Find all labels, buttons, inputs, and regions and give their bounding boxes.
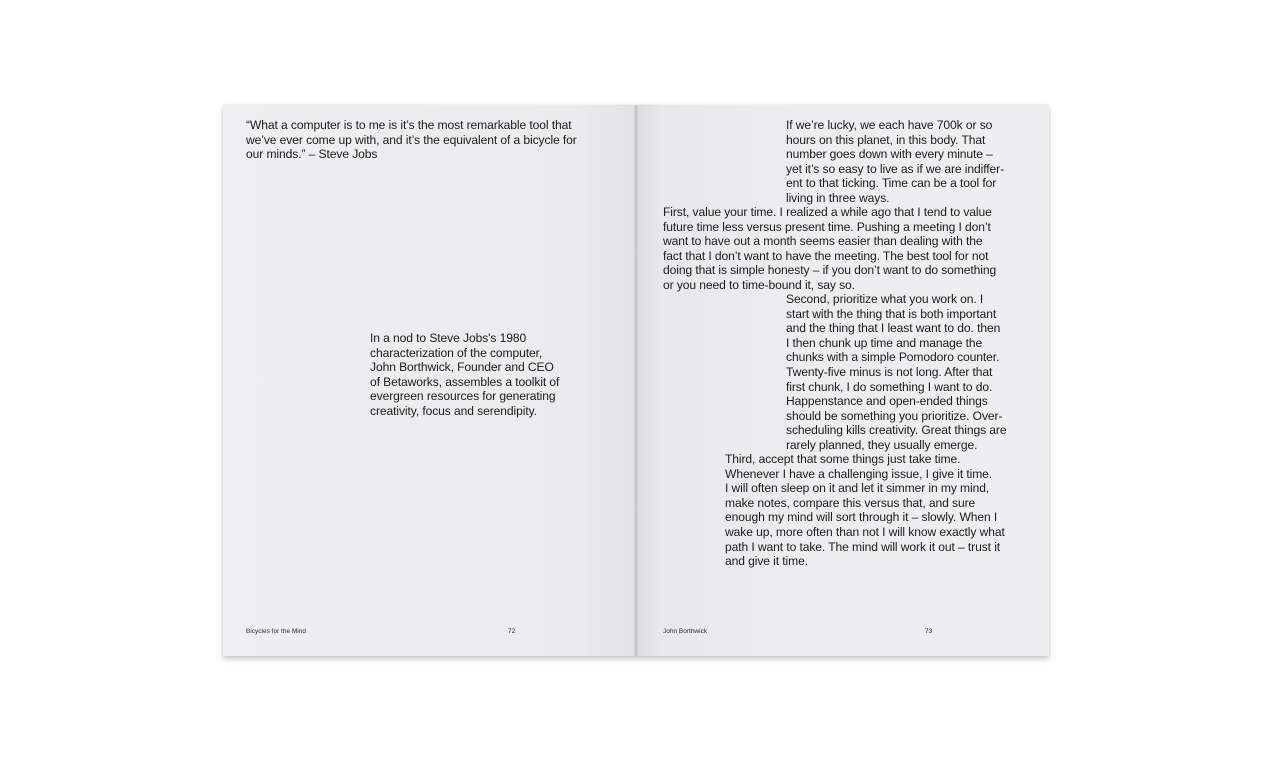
- right-page: [636, 105, 1049, 656]
- book-spread: [223, 105, 1049, 656]
- article-intro: In a nod to Steve Jobs's 1980 characterization of the computer, John Borthwick, Founder and CEO of Betaworks, assembles a toolkit of evergreen resources for generating creativity, focus and serendipity.: [370, 331, 560, 418]
- page-number-right: 73: [925, 628, 933, 635]
- body-paragraph-3: Second, prioritize what you work on. I start with the thing that is both important and the thing that I least want to do. then I then chunk up time and manage the chunks with a simple Pomodoro counter. Twenty-five minus is not long. After that first chunk, I do something I want to do. Happenstance and open-ended things should be something you prioritize. Over- scheduling kills creativity. Great things are rarely planned, they usually emerge.: [786, 292, 1007, 452]
- steve-jobs-quote: “What a computer is to me is it’s the most remarkable tool that we’ve ever come up with, and it’s the equivalent of a bicycle for our minds.” – Steve Jobs: [246, 118, 577, 162]
- running-footer-title: Bicycles for the Mind: [246, 628, 306, 635]
- running-footer-author: John Borthwick: [663, 628, 708, 635]
- body-paragraph-1: If we’re lucky, we each have 700k or so hours on this planet, in this body. That number goes down with every minute – yet it’s so easy to live as if we are indiffer- ent to that ticking. Time can be a tool for living in three ways.: [786, 118, 1005, 205]
- book-gutter: [634, 105, 638, 656]
- page-number-left: 72: [508, 628, 516, 635]
- body-paragraph-2: First, value your time. I realized a while ago that I tend to value future time less versus present time. Pushing a meeting I don’t want to have out a month seems easier than dealing with the fact that I don’t want to have the meeting. The best tool for not doing that is simple honesty – if you don’t want to do something or you need to time-bound it, say so.: [663, 205, 997, 292]
- body-paragraph-4: Third, accept that some things just take time. Whenever I have a challenging issue, I give it time. I will often sleep on it and let it simmer in my mind, make notes, compare this versus that, and sure enough my mind will sort through it – slowly. When I wake up, more often than not I will know exactly what path I want to take. The mind will work it out – trust it and give it time.: [725, 452, 1005, 569]
- left-page: [223, 105, 636, 656]
